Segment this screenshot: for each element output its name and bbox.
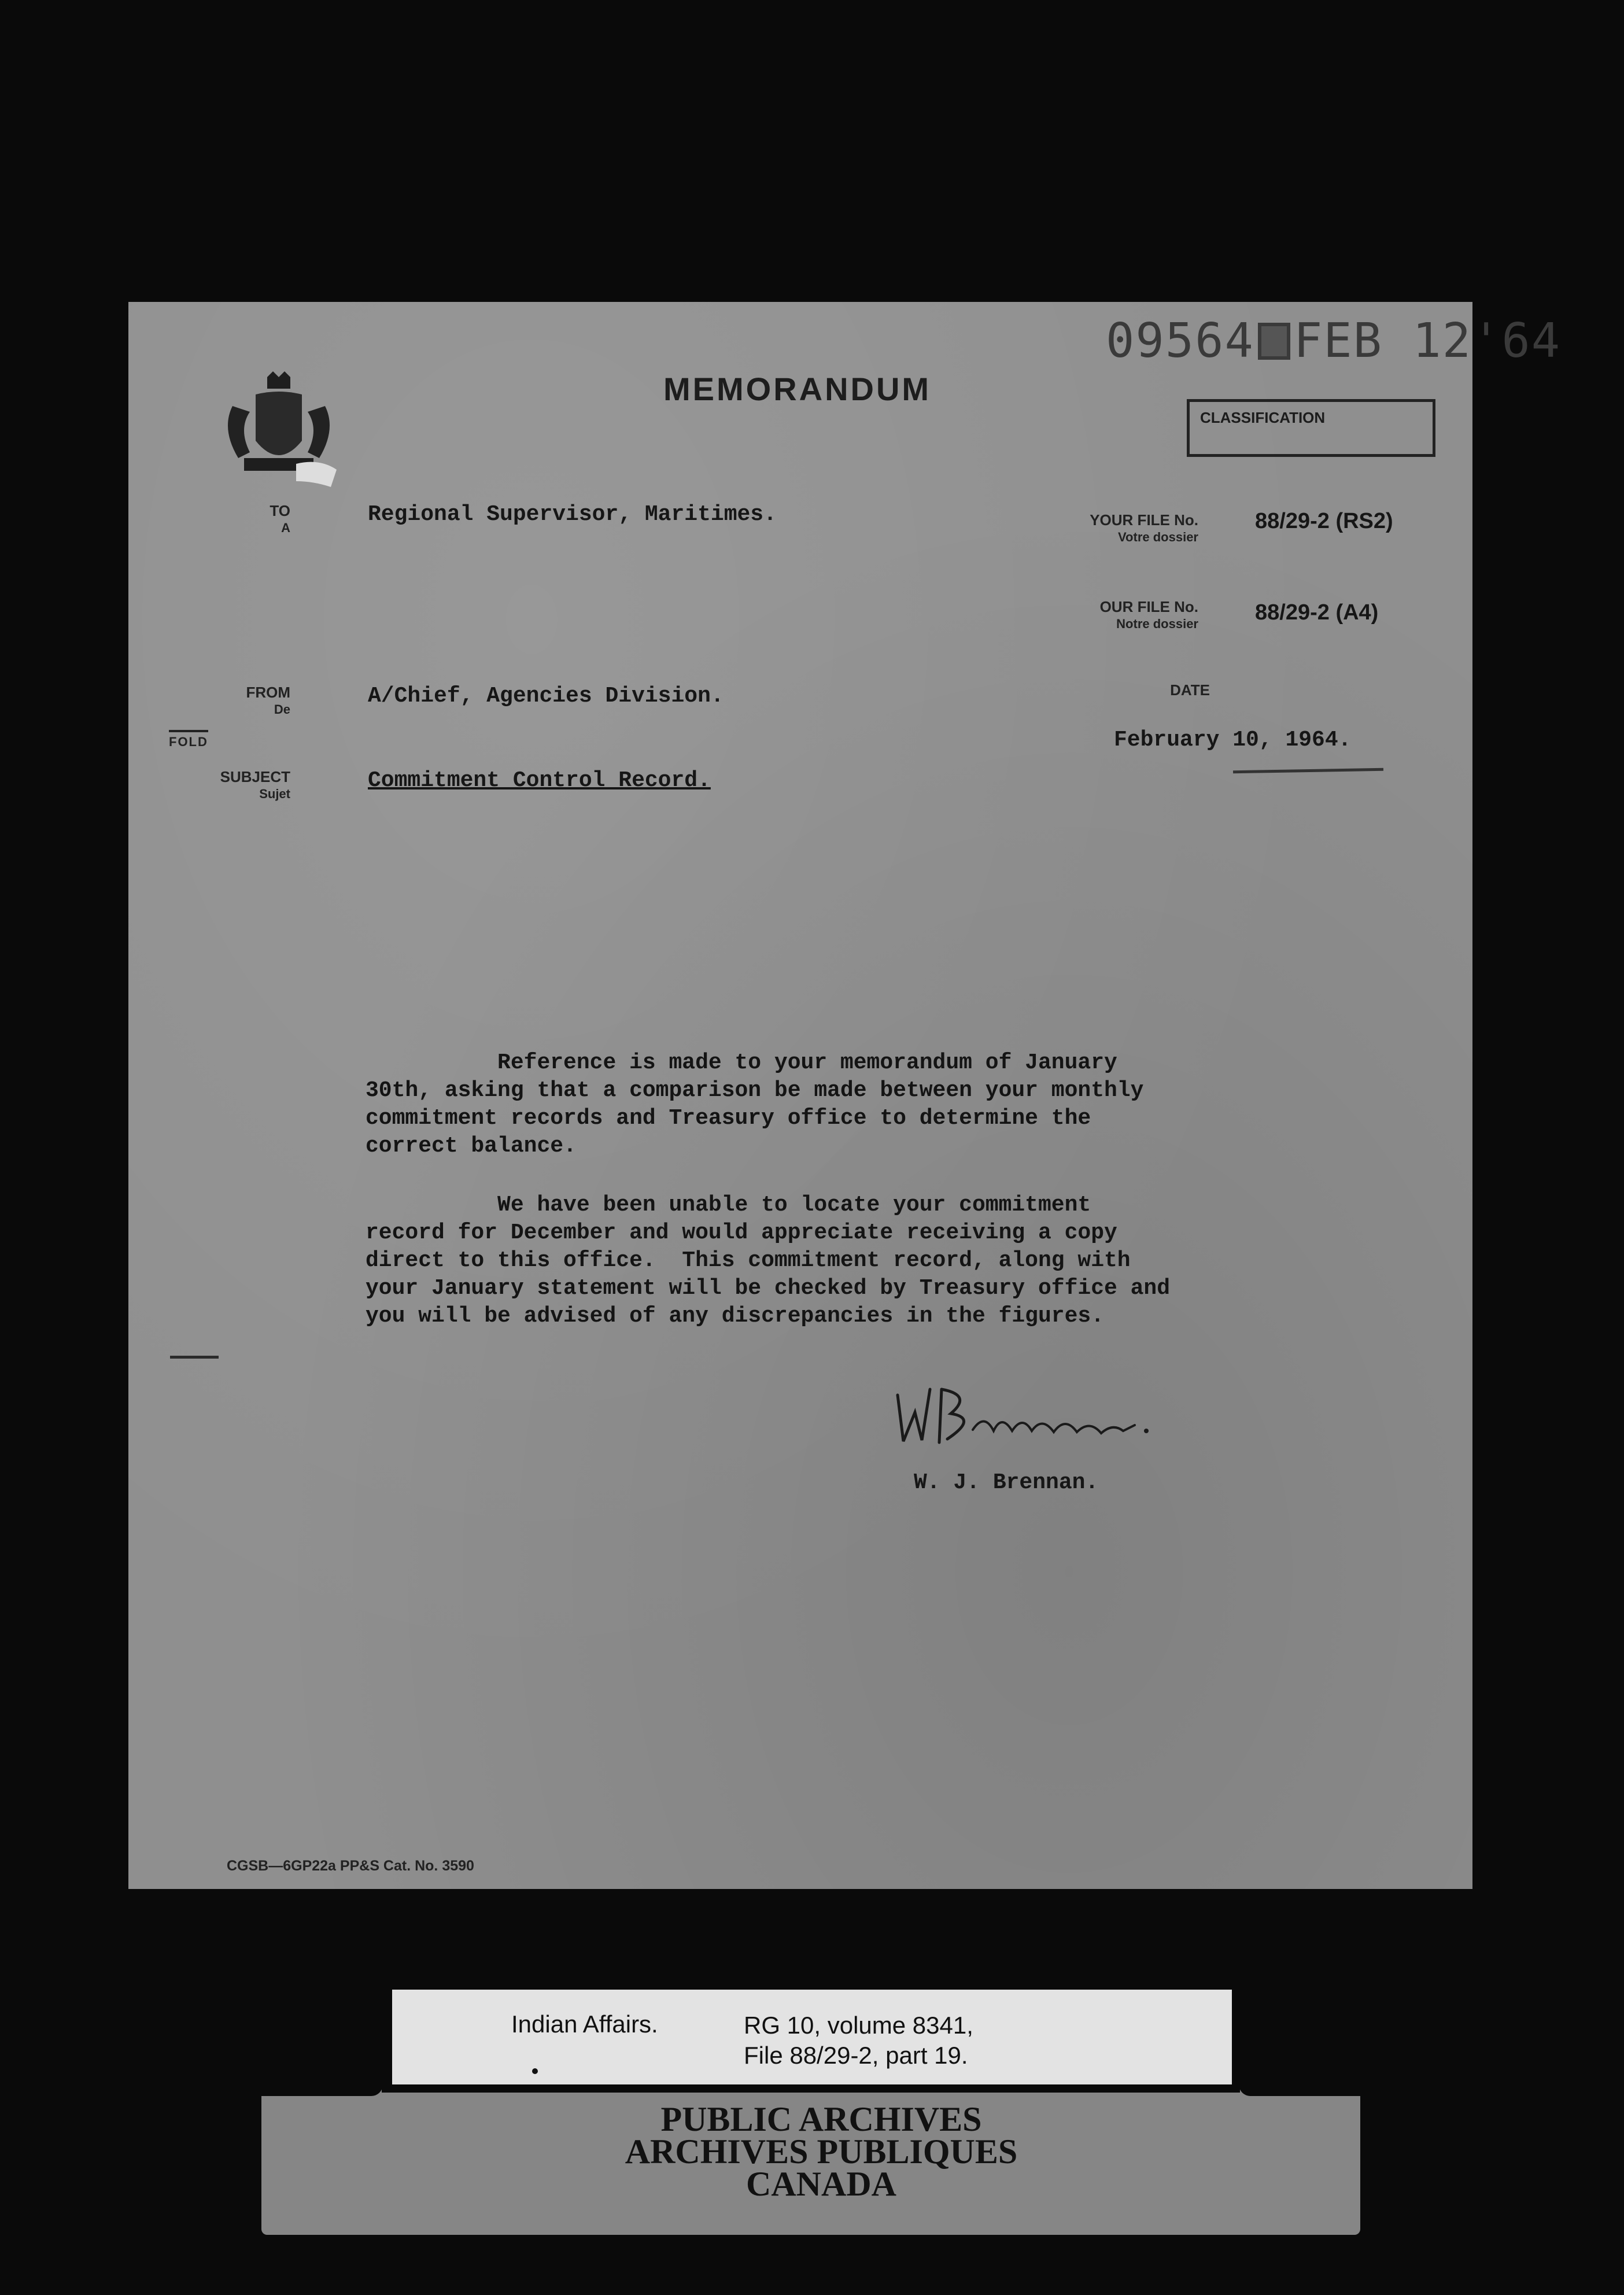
- subject-value: Commitment Control Record.: [368, 768, 711, 793]
- your-file-label-fr: Votre dossier: [1118, 530, 1198, 544]
- tag-dot: [532, 2068, 538, 2074]
- form-number: CGSB—6GP22a PP&S Cat. No. 3590: [227, 1858, 474, 1874]
- to-label-fr: A: [281, 521, 290, 535]
- classification-box: [1187, 399, 1435, 457]
- from-label-fr: De: [274, 702, 290, 717]
- body-paragraph-1: Reference is made to your memorandum of January 30th, asking that a comparison be made between your monthly commitment records and Treasury office to determine the correct balance.: [366, 1050, 1144, 1158]
- our-file-value: 88/29-2 (A4): [1255, 600, 1379, 625]
- from-label-text: FROM: [246, 684, 290, 701]
- from-label: [232, 684, 290, 718]
- to-value: Regional Supervisor, Maritimes.: [368, 502, 777, 527]
- date-value: February 10, 1964.: [1114, 728, 1352, 752]
- our-file-label-fr: Notre dossier: [1116, 617, 1198, 631]
- archive-tag-label-area: [392, 1990, 1232, 2084]
- body-paragraph-2: We have been unable to locate your commitment record for December and would appreciate receiving a copy direct to this office. This commitment record, along with your January statement will be checked by Treasury office and you will be advised of any discrepancies in the figures.: [366, 1193, 1171, 1329]
- your-file-value: 88/29-2 (RS2): [1255, 509, 1393, 533]
- memo-body: [366, 1049, 1360, 1361]
- date-label: DATE: [1170, 681, 1210, 699]
- archive-reference: [744, 2010, 973, 2071]
- margin-dash: [170, 1356, 219, 1359]
- archive-reference-line-2: File 88/29-2, part 19.: [744, 2042, 968, 2069]
- your-file-label: [1077, 511, 1198, 546]
- subject-label-text: SUBJECT: [220, 768, 290, 785]
- holder-notch-left: [261, 2015, 383, 2096]
- public-archives-label: [567, 2100, 1076, 2203]
- archive-department: Indian Affairs.: [511, 2010, 658, 2038]
- coat-of-arms-icon: [209, 371, 348, 493]
- stamp-box-icon: [1258, 323, 1290, 360]
- our-file-label-text: OUR FILE No.: [1099, 598, 1198, 615]
- stamp-date: FEB 12'64: [1293, 313, 1562, 368]
- subject-label-fr: Sujet: [259, 787, 290, 801]
- fold-mark: FOLD: [169, 730, 208, 750]
- memo-title: MEMORANDUM: [663, 371, 932, 407]
- archives-line-1: PUBLIC ARCHIVES: [660, 2100, 982, 2138]
- handwritten-signature-icon: [886, 1378, 1187, 1464]
- subject-label: [209, 768, 290, 803]
- archive-reference-tag: [382, 1983, 1240, 2093]
- stamp-number: 09564: [1106, 313, 1254, 368]
- memorandum-page: [128, 302, 1562, 1889]
- our-file-label: [1077, 598, 1198, 633]
- to-label: [261, 502, 290, 537]
- archives-line-3: CANADA: [746, 2165, 896, 2203]
- to-label-text: TO: [270, 502, 290, 519]
- received-stamp: [1106, 313, 1561, 368]
- signer-name: W. J. Brennan.: [914, 1470, 1099, 1495]
- date-underline: [1233, 768, 1383, 774]
- classification-label: CLASSIFICATION: [1200, 409, 1326, 426]
- archive-reference-line-1: RG 10, volume 8341,: [744, 2012, 973, 2039]
- archives-line-2: ARCHIVES PUBLIQUES: [625, 2132, 1018, 2171]
- your-file-label-text: YOUR FILE No.: [1090, 511, 1198, 529]
- from-value: A/Chief, Agencies Division.: [368, 684, 724, 709]
- holder-notch-right: [1239, 2015, 1360, 2096]
